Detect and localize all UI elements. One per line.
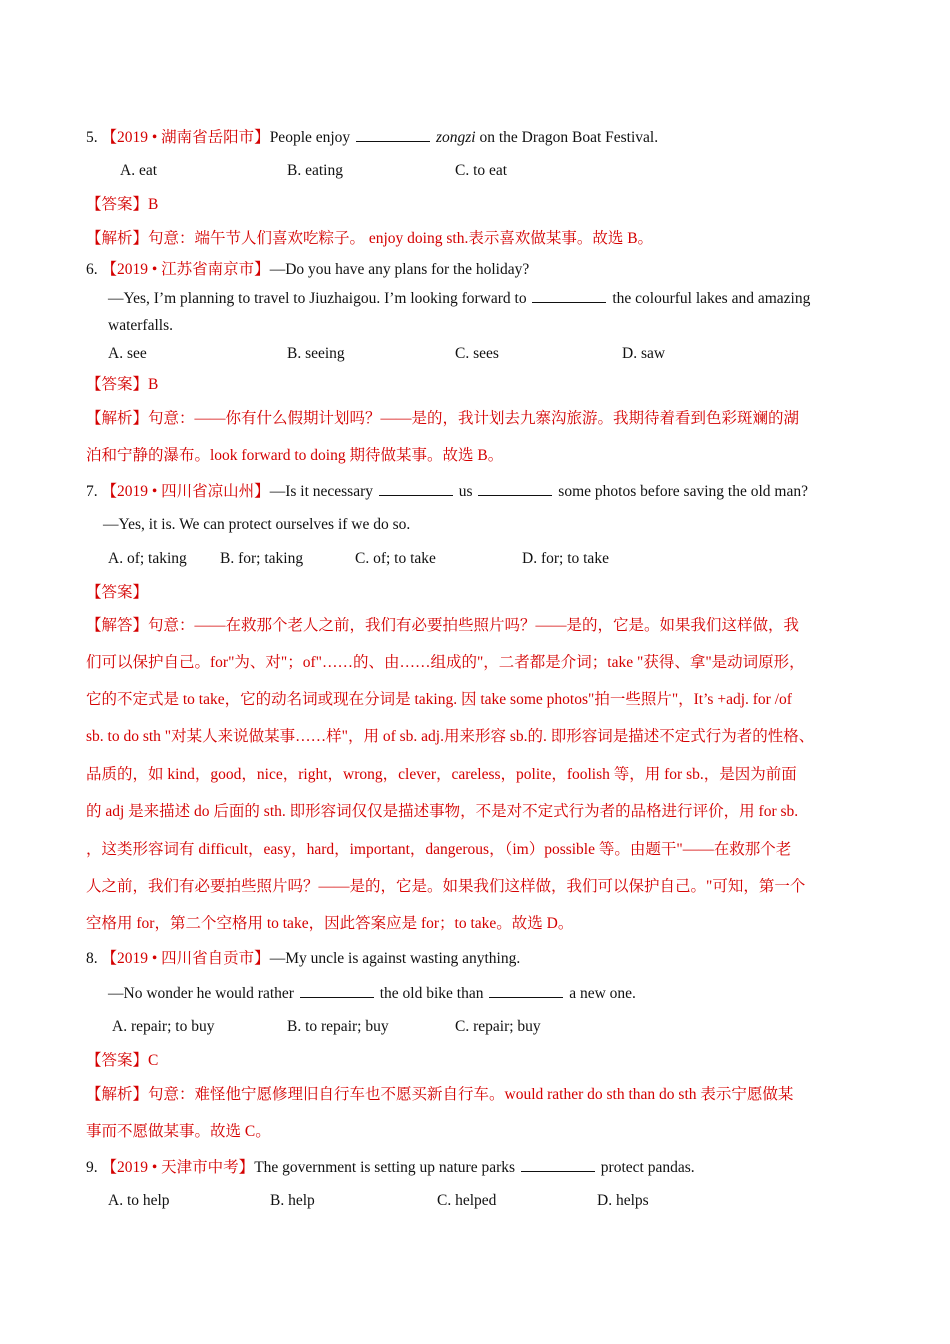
question-6-stem xyxy=(86,260,529,280)
answer-blank xyxy=(300,983,374,998)
option-c: C. of; to take xyxy=(355,550,436,567)
option-b: B. for; taking xyxy=(220,550,304,567)
question-7-line2: —Yes, it is. We can protect ourselves if we do so. xyxy=(103,516,411,533)
stem-text: People enjoy xyxy=(269,129,351,146)
analysis-text: 的 adj 是来描述 do 后面的 sth. 即形容词仅仅是描述事物，不是对不定式行为者的品格进行评价，用 for sb. xyxy=(86,803,799,820)
answer-label: 【答案】 xyxy=(86,584,149,601)
analysis-text: 空格用 for，第二个空格用 to take，因此答案应是 for；to take。故选 D。 xyxy=(86,915,574,932)
answer-blank xyxy=(532,288,606,303)
stem-text: the colourful lakes and amazing xyxy=(612,290,811,307)
option-d: D. helps xyxy=(597,1192,649,1209)
option-a: A. of; taking xyxy=(108,550,187,567)
analysis-text: 【解答】句意：——在救那个老人之前，我们有必要拍些照片吗？——是的，它是。如果我们这样做，我 xyxy=(86,617,800,634)
stem-text: on the Dragon Boat Festival. xyxy=(479,129,659,146)
analysis-text: 泊和宁静的瀑布。look forward to doing 期待做某事。故选 B。 xyxy=(86,447,504,464)
answer-blank xyxy=(379,481,453,496)
option-c: C. to eat xyxy=(455,162,508,179)
analysis-text: 们可以保护自己。for"为、对"；of"……的、由……组成的"，二者都是介词；take "获得、拿"是动词原形， xyxy=(86,654,805,671)
option-b: B. help xyxy=(270,1192,315,1209)
answer-blank xyxy=(521,1157,595,1172)
option-d: D. for; to take xyxy=(522,550,609,567)
stem-text: some photos before saving the old man? xyxy=(558,483,808,500)
answer-label: 【答案】B xyxy=(86,376,159,393)
stem-text: us xyxy=(458,483,473,500)
question-number: 8. xyxy=(86,950,98,967)
analysis-text: 【解析】句意：端午节人们喜欢吃粽子。 enjoy doing sth.表示喜欢做某事。故选 B。 xyxy=(86,230,654,247)
question-9-stem xyxy=(86,1157,695,1178)
question-number: 6. xyxy=(86,261,98,278)
stem-italic-text: zongzi xyxy=(435,129,476,146)
answer-blank xyxy=(478,481,552,496)
option-a: A. see xyxy=(108,345,147,362)
option-a: A. repair; to buy xyxy=(112,1018,215,1035)
option-b: B. to repair; buy xyxy=(287,1018,389,1035)
stem-text: —Is it necessary xyxy=(269,483,373,500)
question-8-line2 xyxy=(108,983,636,1004)
stem-text: —No wonder he would rather xyxy=(108,985,294,1002)
question-6-line2 xyxy=(108,288,810,309)
stem-text: —Yes, I’m planning to travel to Jiuzhaigou. I’m looking forward to xyxy=(108,290,527,307)
stem-text: protect pandas. xyxy=(600,1159,695,1176)
stem-text: a new one. xyxy=(569,985,636,1002)
analysis-text: 人之前，我们有必要拍些照片吗？——是的，它是。如果我们这样做，我们可以保护自己。"可知，第一个 xyxy=(86,878,806,895)
answer-label: 【答案】B xyxy=(86,196,159,213)
option-a: A. to help xyxy=(108,1192,170,1209)
analysis-text: 品质的，如 kind，good，nice，right，wrong，clever，careless，polite，foolish 等，用 for sb.，是因为前面 xyxy=(86,766,797,783)
stem-text: the old bike than xyxy=(379,985,484,1002)
stem-text: —Do you have any plans for the holiday? xyxy=(269,261,530,278)
stem-text: —My uncle is against wasting anything. xyxy=(269,950,521,967)
option-b: B. eating xyxy=(287,162,343,179)
question-number: 5. xyxy=(86,129,98,146)
analysis-text: 它的不定式是 to take，它的动名词或现在分词是 taking. 因 take some photos"拍一些照片"，It’s +adj. for /of xyxy=(86,691,792,708)
question-7-stem xyxy=(86,481,808,502)
option-c: C. helped xyxy=(437,1192,497,1209)
question-6-line3: waterfalls. xyxy=(108,317,173,334)
source-tag: 【2019 • 江苏省南京市】 xyxy=(101,261,270,278)
question-number: 7. xyxy=(86,483,98,500)
source-tag: 【2019 • 四川省自贡市】 xyxy=(101,950,270,967)
option-d: D. saw xyxy=(622,345,666,362)
source-tag: 【2019 • 湖南省岳阳市】 xyxy=(101,129,270,146)
question-8-stem xyxy=(86,949,520,969)
analysis-text: ，这类形容词有 difficult，easy，hard，important，dangerous，（im）possible 等。由题干"——在救那个老 xyxy=(86,841,792,858)
analysis-text: 事而不愿做某事。故选 C。 xyxy=(86,1123,271,1140)
option-b: B. seeing xyxy=(287,345,345,362)
option-c: C. repair; buy xyxy=(455,1018,541,1035)
analysis-text: sb. to do sth "对某人来说做某事……样"，用 of sb. adj.用来形容 sb.的. 即形容词是描述不定式行为者的性格、 xyxy=(86,728,815,745)
source-tag: 【2019 • 四川省凉山州】 xyxy=(101,483,270,500)
source-tag: 【2019 • 天津市中考】 xyxy=(101,1159,255,1176)
analysis-text: 【解析】句意：——你有什么假期计划吗？——是的，我计划去九寨沟旅游。我期待着看到色彩斑斓的湖 xyxy=(86,410,800,427)
stem-text: The government is setting up nature parks xyxy=(254,1159,516,1176)
answer-label: 【答案】C xyxy=(86,1052,159,1069)
answer-blank xyxy=(489,983,563,998)
question-number: 9. xyxy=(86,1159,98,1176)
option-a: A. eat xyxy=(120,162,158,179)
answer-blank xyxy=(356,127,430,142)
option-c: C. sees xyxy=(455,345,499,362)
analysis-text: 【解析】句意：难怪他宁愿修理旧自行车也不愿买新自行车。would rather do sth than do sth 表示宁愿做某 xyxy=(86,1086,794,1103)
question-5-stem xyxy=(86,127,658,148)
